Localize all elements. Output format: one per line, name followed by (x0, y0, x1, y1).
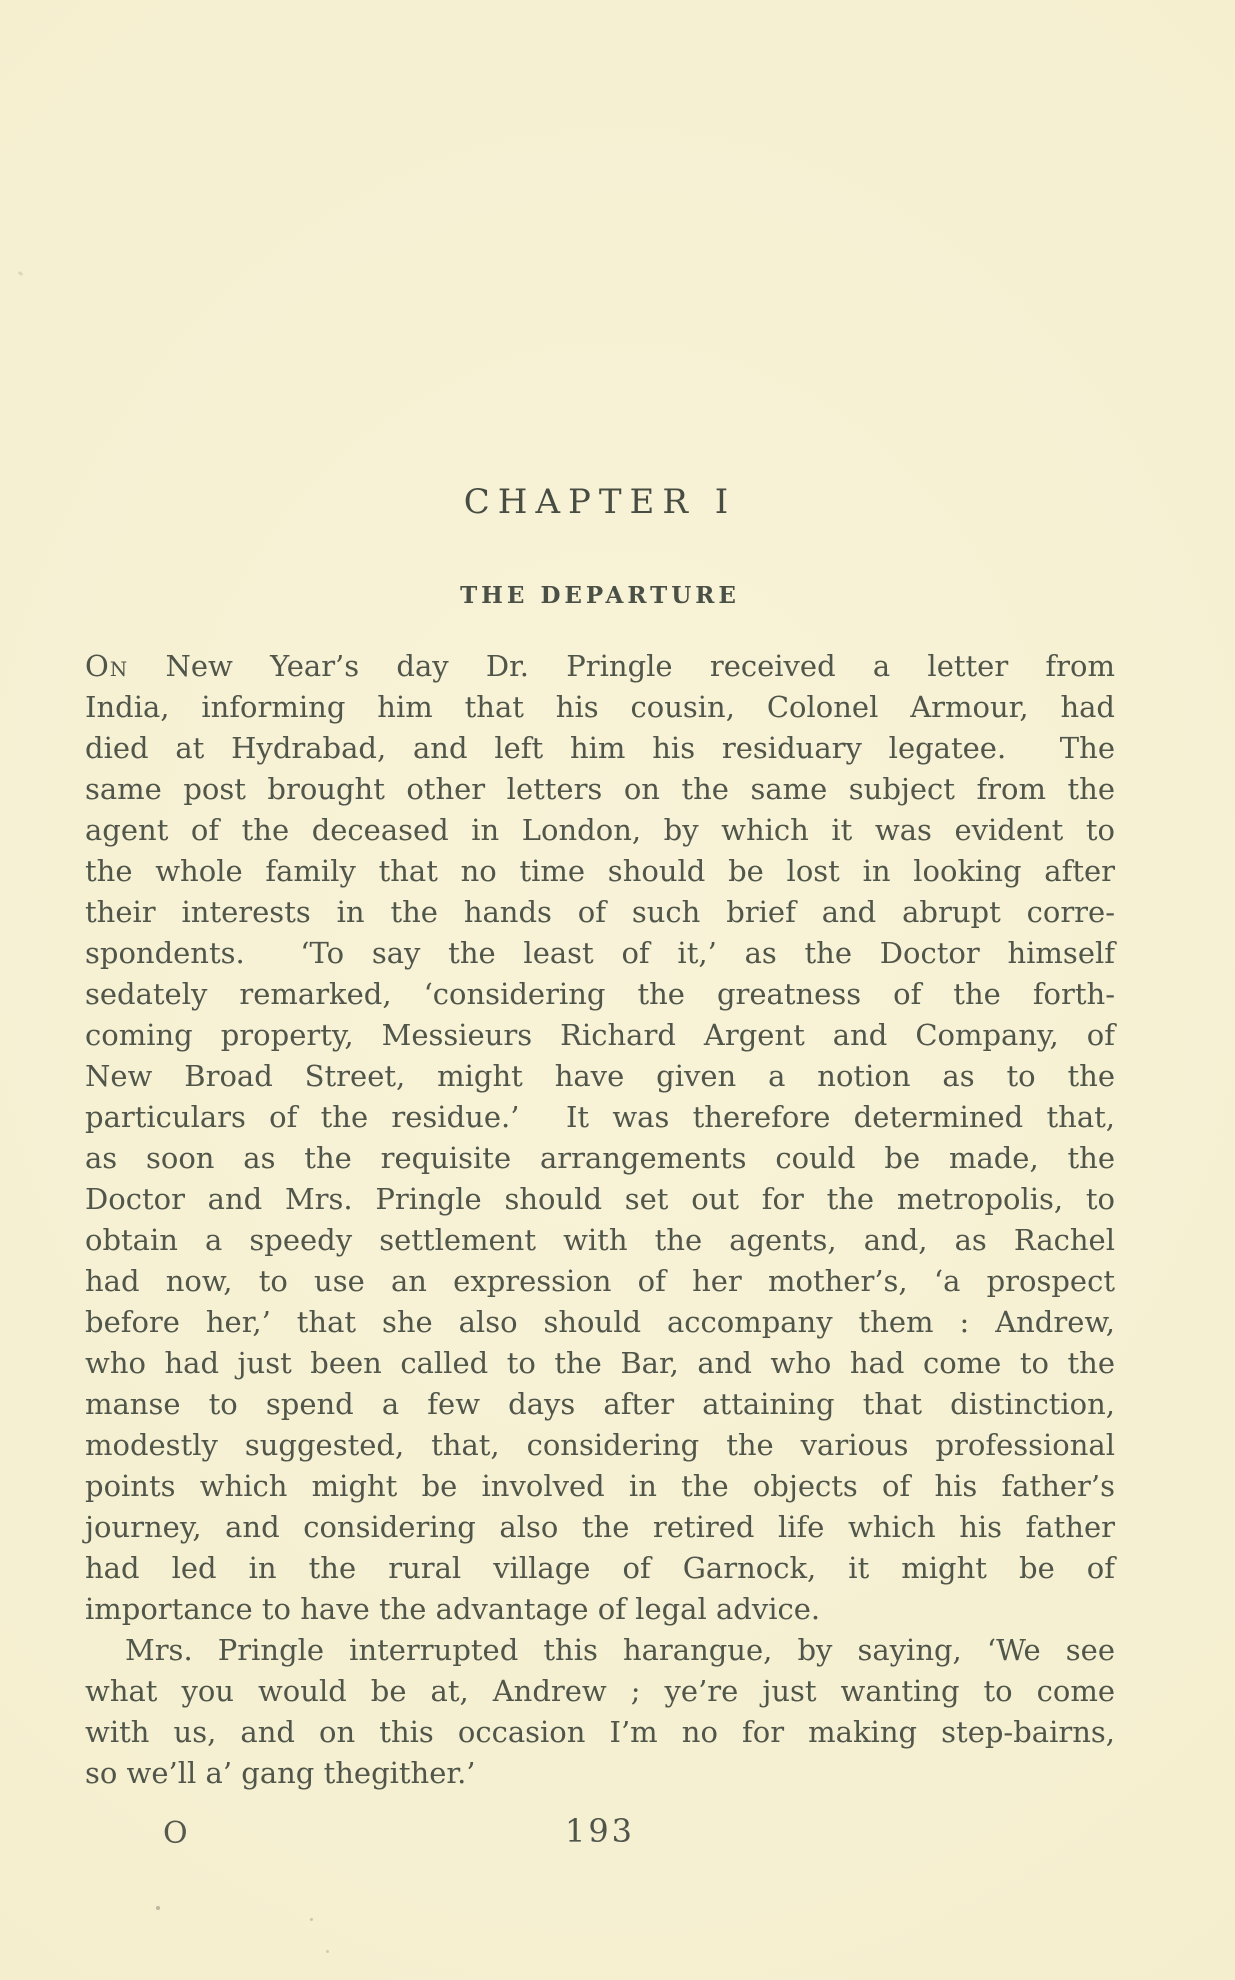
text-line: had now, to use an expression of her mother’s, ‘a prospect (85, 1264, 1115, 1298)
paragraph (85, 646, 1115, 1630)
page-number: 193 (564, 1812, 636, 1850)
text-line: particulars of the residue.’ It was therefore determined that, (85, 1100, 1115, 1134)
text-line: who had just been called to the Bar, and who had come to the (85, 1346, 1115, 1380)
text-line: same post brought other letters on the same subject from the (85, 772, 1115, 806)
chapter-subtitle: THE DEPARTURE (460, 582, 740, 609)
signature-mark: O (163, 1816, 188, 1851)
text-line: as soon as the requisite arrangements could be made, the (85, 1141, 1115, 1175)
paper-speck (156, 1906, 160, 1910)
text-line: importance to have the advantage of legal advice. (85, 1592, 821, 1626)
chapter-heading: CHAPTER I (463, 482, 737, 522)
text-line: journey, and considering also the retired life which his father (85, 1510, 1115, 1544)
text-line: spondents. ‘To say the least of it,’ as the Doctor himself (85, 936, 1115, 970)
text-line: before her,’ that she also should accompany them : Andrew, (85, 1305, 1115, 1339)
paper-speck (310, 1918, 313, 1921)
paper-speck (326, 1950, 329, 1953)
text-line: so we’ll a’ gang thegither.’ (85, 1756, 476, 1790)
text-line: sedately remarked, ‘considering the greatness of the forth- (85, 977, 1115, 1011)
paragraph (85, 1630, 1115, 1794)
text-line: had led in the rural village of Garnock, it might be of (85, 1551, 1115, 1585)
text-line: New Broad Street, might have given a notion as to the (85, 1059, 1115, 1093)
text-line: the whole family that no time should be lost in looking after (85, 854, 1115, 888)
text-line: their interests in the hands of such brief and abrupt corre- (85, 895, 1115, 929)
text-line: with us, and on this occasion I’m no for making step-bairns, (85, 1715, 1115, 1749)
text-line: On New Year’s day Dr. Pringle received a letter from (85, 649, 1115, 683)
text-line: what you would be at, Andrew ; ye’re just wanting to come (85, 1674, 1115, 1708)
text-line: Doctor and Mrs. Pringle should set out for the metropolis, to (85, 1182, 1115, 1216)
text-line: agent of the deceased in London, by which it was evident to (85, 813, 1115, 847)
text-line: Mrs. Pringle interrupted this harangue, by saying, ‘We see (125, 1633, 1115, 1667)
text-line: India, informing him that his cousin, Colonel Armour, had (85, 690, 1115, 724)
text-line: manse to spend a few days after attaining that distinction, (85, 1387, 1115, 1421)
text-line: obtain a speedy settlement with the agents, and, as Rachel (85, 1223, 1115, 1257)
text-line: modestly suggested, that, considering the various professional (85, 1428, 1115, 1462)
small-caps-lead: On (85, 649, 129, 683)
body-text (85, 646, 1115, 1794)
paper-speck (18, 271, 24, 276)
text-line: coming property, Messieurs Richard Argent and Company, of (85, 1018, 1115, 1052)
text-line: died at Hydrabad, and left him his residuary legatee. The (85, 731, 1115, 765)
text-line: points which might be involved in the objects of his father’s (85, 1469, 1115, 1503)
